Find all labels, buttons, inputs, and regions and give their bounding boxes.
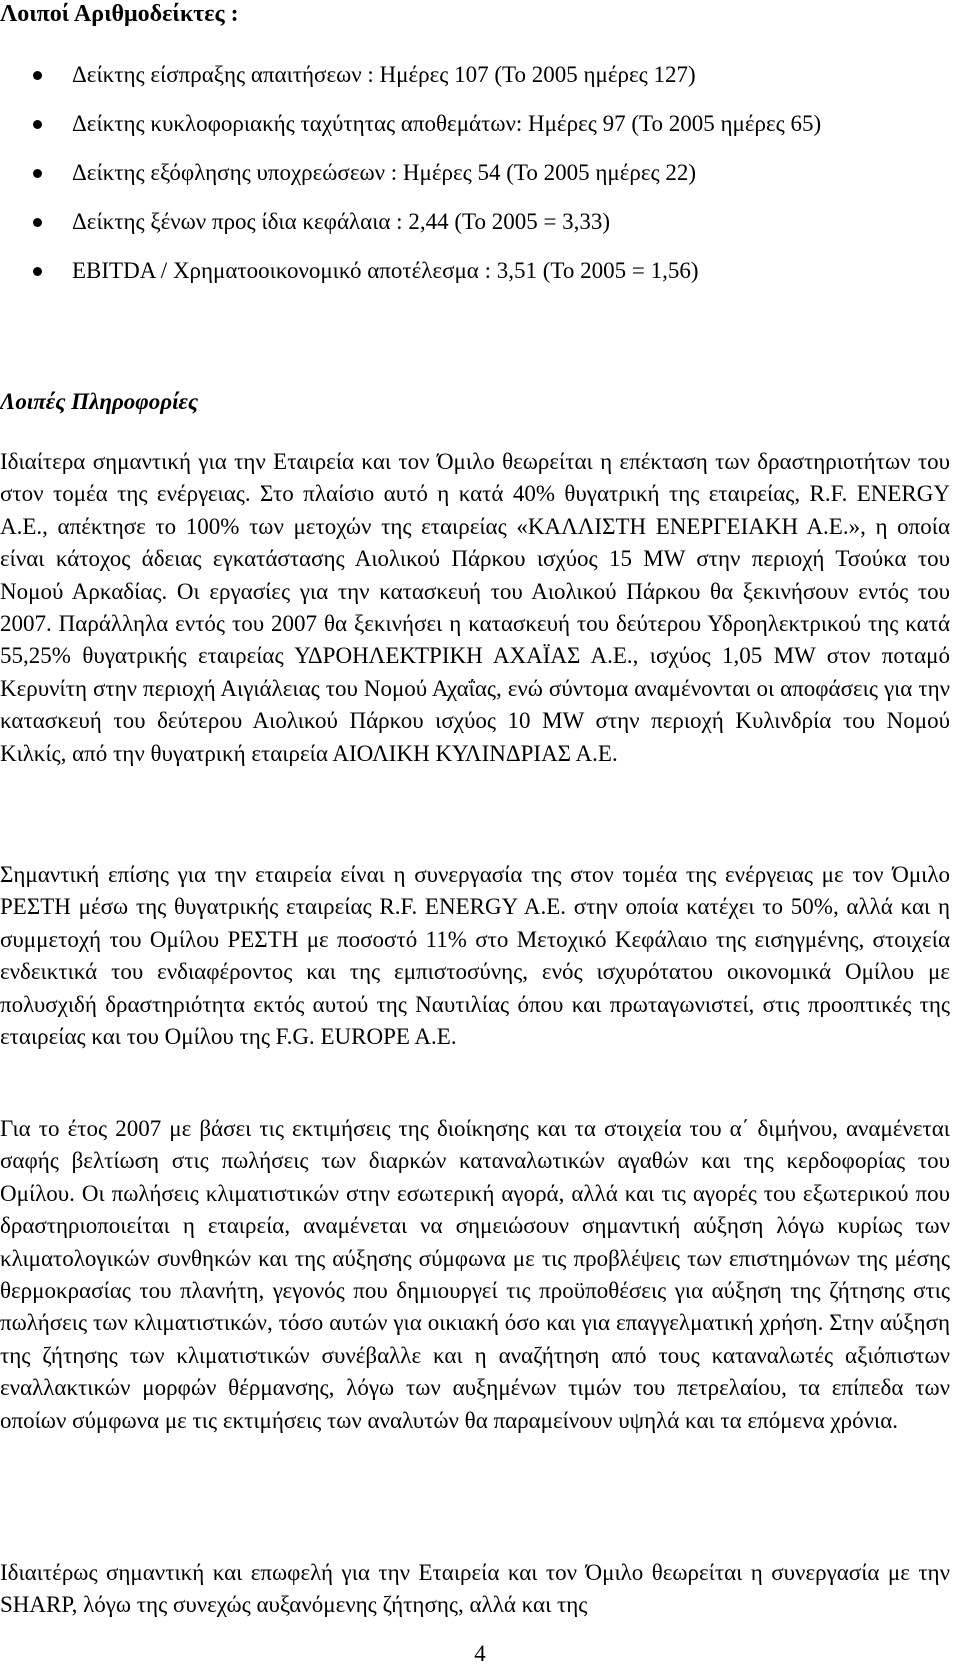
paragraph-resti-cooperation: Σημαντική επίσης για την εταιρεία είναι η συνεργασία της στον τομέα της ενέργειας με τον Όμιλο ΡΕΣΤΗ μέσω της θυγατρικής εταιρείας R.F. ENERGY A.E. στην οποία κατέχει το 50%, αλλά και η συμμετοχή του Ομίλου ΡΕΣΤΗ με ποσοστό 11% στο Μετοχικό Κεφάλαιο της εισηγμένης, στοιχεία ενδεικτικά του ενδιαφέροντος και της εμπιστοσύνης, ενός ισχυρότατου οικονομικά Ομίλου με πολυσχιδή δραστηριότητα εκτός αυτού της Ναυτιλίας όπου και πρωταγωνιστεί, στις προοπτικές της εταιρείας και του Ομίλου της F.G. EUROPE A.E. <box>0 862 950 1050</box>
indicator-text: EBITDA / Χρηματοοικονομικό αποτέλεσμα : 3,51 (Το 2005 = 1,56) <box>72 258 699 283</box>
list-item <box>0 158 950 207</box>
bullet-icon <box>33 218 42 227</box>
indicator-text: Δείκτης εξόφλησης υποχρεώσεων : Ημέρες 54 (Το 2005 ημέρες 22) <box>72 160 697 185</box>
list-item <box>0 256 950 305</box>
paragraph-2007-outlook: Για το έτος 2007 με βάσει τις εκτιμήσεις της διοίκησης και τα στοιχεία του α΄ διμήνου, αναμένεται σαφής βελτίωση στις πωλήσεις των διαρκών καταναλωτικών αγαθών και της κερδοφορίας του Ομίλου. Οι πωλήσεις κλιματιστικών στην εσωτερική αγορά, αλλά και τις αγορές του εξωτερικού που δραστηριοποιείται η εταιρεία, αναμένεται να σημειώσουν σημαντική αύξηση λόγω κυρίως των κλιματολογικών συνθηκών και της αύξησης σύμφωνα με τις προβλέψεις των επιστημόνων της μέσης θερμοκρασίας του πλανήτη, γεγονός που δημιουργεί τις προϋποθέσεις για αύξηση της ζήτησης στις πωλήσεις των κλιματιστικών, τόσο αυτών για οικιακή όσο και για επαγγελματική χρήση. Στην αύξηση της ζήτησης των κλιματιστικών συνέβαλλε και η αναζήτηση από τους καταναλωτές αξιόπιστων εναλλακτικών μορφών θέρμανσης, λόγω των αυξημένων τιμών του πετρελαίου, τα επίπεδα των οποίων σύμφωνα με τις εκτιμήσεις των αναλυτών θα παραμείνουν υψηλά και τα επόμενα χρόνια. <box>0 1116 950 1433</box>
other-info-title: Λοιπές Πληροφορίες <box>0 389 199 414</box>
bullet-icon <box>33 267 42 276</box>
bullet-icon <box>33 169 42 178</box>
indicator-list <box>0 60 950 305</box>
list-item <box>0 60 950 109</box>
indicator-text: Δείκτης κυκλοφοριακής ταχύτητας αποθεμάτων: Ημέρες 97 (Το 2005 ημέρες 65) <box>72 111 822 136</box>
indicator-text: Δείκτης ξένων προς ίδια κεφάλαια : 2,44 (Το 2005 = 3,33) <box>72 209 611 234</box>
paragraph-sharp-cooperation: Ιδιαιτέρως σημαντική και επωφελή για την Εταιρεία και τον Όμιλο θεωρείται η συνεργασία με την SHARP, λόγω της συνεχώς αυξανόμενης ζήτησης, αλλά και της <box>0 1560 950 1618</box>
page-number: 4 <box>474 1641 486 1666</box>
paragraph-energy-expansion: Ιδιαίτερα σημαντική για την Εταιρεία και τον Όμιλο θεωρείται η επέκταση των δραστηριοτήτων του στον τομέα της ενέργειας. Στο πλαίσιο αυτό η κατά 40% θυγατρική της εταιρείας, R.F. ENERGY A.E., απέκτησε το 100% των μετοχών της εταιρείας «ΚΑΛΛΙΣΤΗ ΕΝΕΡΓΕΙΑΚΗ Α.Ε.», η οποία είναι κάτοχος άδειας εγκατάστασης Αιολικού Πάρκου ισχύος 15 MW στην περιοχή Τσούκα του Νομού Αρκαδίας. Οι εργασίες για την κατασκευή του Αιολικού Πάρκου θα ξεκινήσουν εντός του 2007. Παράλληλα εντός του 2007 θα ξεκινήσει η κατασκευή του δεύτερου Υδροηλεκτρικού της κατά 55,25% θυγατρικής εταιρείας ΥΔΡΟΗΛΕΚΤΡΙΚΗ ΑΧΑΪΑΣ Α.Ε., ισχύος 1,05 MW στον ποταμό Κερυνίτη στην περιοχή Αιγιάλειας του Νομού Αχαΐας, ενώ σύντομα αναμένονται οι αποφάσεις για την κατασκευή του δεύτερου Αιολικού Πάρκου ισχύος 10 MW στην περιοχή Κυλινδρία του Νομού Κιλκίς, από την θυγατρική εταιρεία ΑΙΟΛΙΚΗ ΚΥΛΙΝΔΡΙΑΣ Α.Ε. <box>0 449 950 766</box>
list-item <box>0 109 950 158</box>
indicator-text: Δείκτης είσπραξης απαιτήσεων : Ημέρες 107 (Το 2005 ημέρες 127) <box>72 62 696 87</box>
bullet-icon <box>33 71 42 80</box>
bullet-icon <box>33 120 42 129</box>
list-item <box>0 207 950 256</box>
section-title: Λοιποί Αριθμοδείκτες : <box>0 1 239 27</box>
